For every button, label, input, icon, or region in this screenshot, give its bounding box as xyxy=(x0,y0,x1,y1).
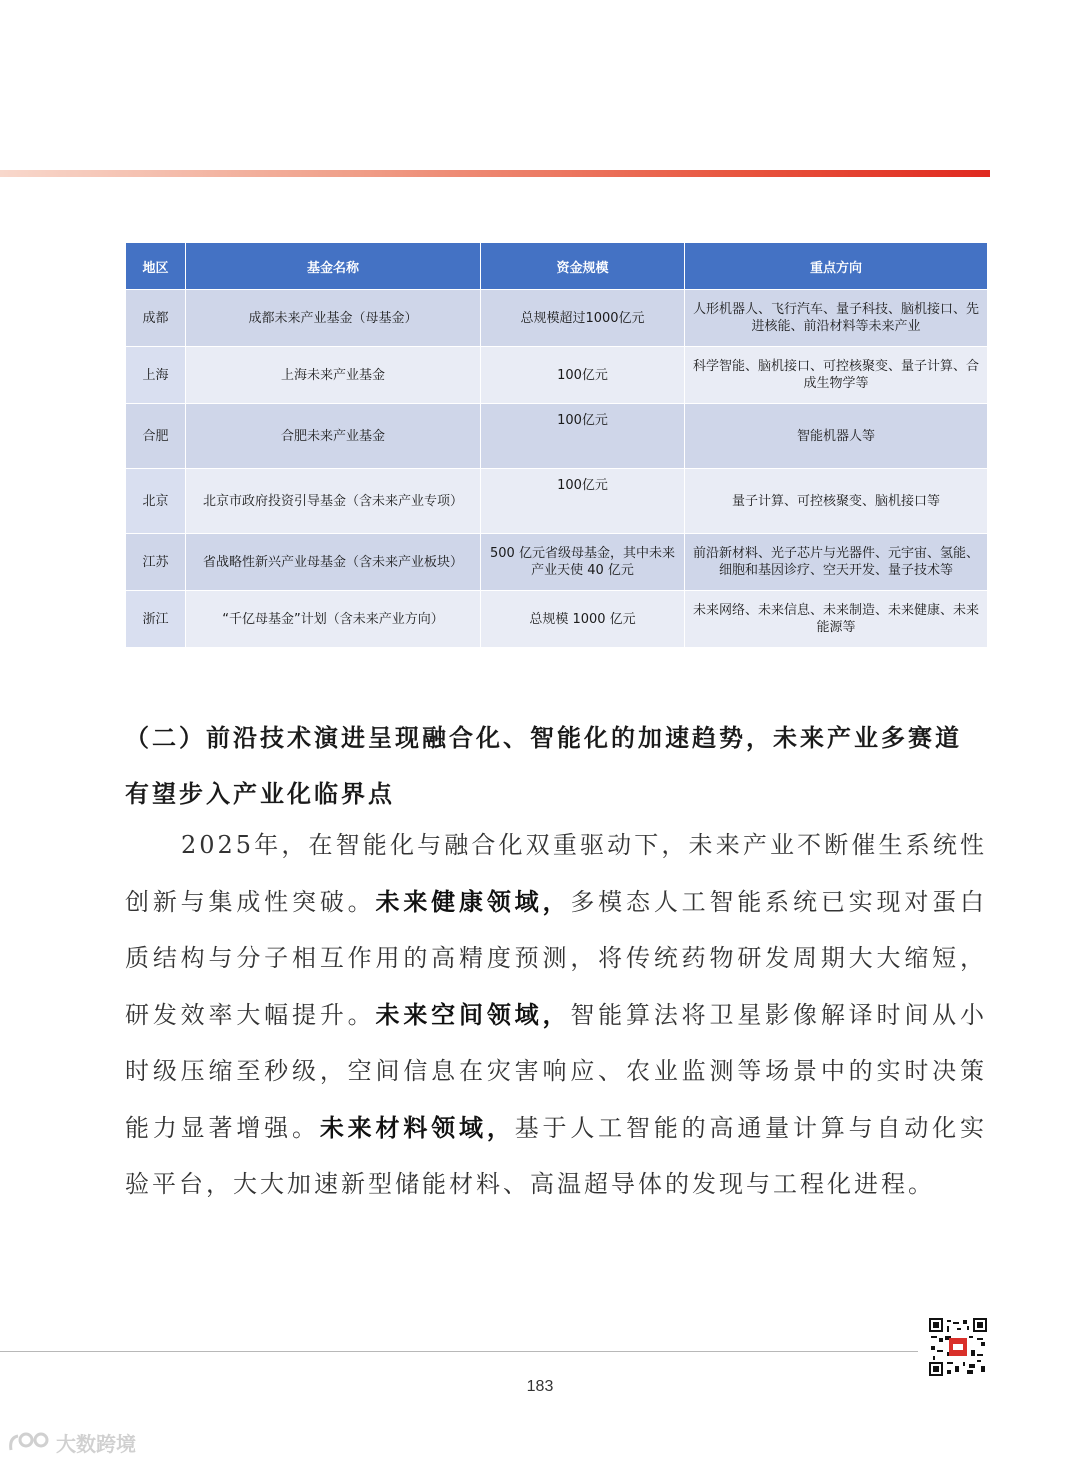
cell-scale: 总规模 1000 亿元 xyxy=(481,591,685,648)
section-heading: （二）前沿技术演进呈现融合化、智能化的加速趋势，未来产业多赛道有望步入产业化临界点 xyxy=(125,723,962,808)
cell-fund: 上海未来产业基金 xyxy=(186,347,481,404)
cell-region: 上海 xyxy=(126,347,186,404)
table-header-row xyxy=(126,243,988,290)
table-row xyxy=(126,469,988,534)
watermark xyxy=(8,1428,136,1457)
table-row xyxy=(126,591,988,648)
para-text: 基于人工智能的高通量计算与自动化实验平台，大大加速新型储能材料、高温超导体的发现与工程化进程。 xyxy=(125,1113,988,1198)
cell-region: 成都 xyxy=(126,290,186,347)
para-bold-health: 未来健康领域， xyxy=(375,886,571,916)
top-accent-rule xyxy=(0,170,990,177)
header-fund-scale: 资金规模 xyxy=(481,243,685,290)
table-row xyxy=(126,347,988,404)
header-region: 地区 xyxy=(126,243,186,290)
cell-fund: 合肥未来产业基金 xyxy=(186,404,481,469)
cell-fund: 省战略性新兴产业母基金（含未来产业板块） xyxy=(186,534,481,591)
qr-code-icon xyxy=(929,1318,987,1376)
cell-focus: 人形机器人、飞行汽车、量子科技、脑机接口、先进核能、前沿材料等未来产业 xyxy=(685,290,988,347)
para-text: 多模态人工智能系统已实现对蛋白质结构与分子相互作用的高精度预测，将传统药物研发周期大大缩短，研发效率大幅提升。 xyxy=(125,887,988,1029)
table-row xyxy=(126,404,988,469)
cell-region: 浙江 xyxy=(126,591,186,648)
page-number: 183 xyxy=(526,1378,554,1395)
cell-region: 江苏 xyxy=(126,534,186,591)
para-text: 2025年，在智能化与融合化双重驱动下，未来产业不断催生系统性创新与集成性突破。 xyxy=(125,831,987,916)
para-text: 智能算法将卫星影像解译时间从小时级压缩至秒级，空间信息在灾害响应、农业监测等场景中的实时决策能力显著增强。 xyxy=(125,1000,988,1142)
cell-fund: “千亿母基金”计划（含未来产业方向） xyxy=(186,591,481,648)
cell-region: 合肥 xyxy=(126,404,186,469)
header-focus: 重点方向 xyxy=(685,243,988,290)
table-row xyxy=(126,290,988,347)
cell-focus: 智能机器人等 xyxy=(685,404,988,469)
header-fund-name: 基金名称 xyxy=(186,243,481,290)
cell-scale: 总规模超过1000亿元 xyxy=(481,290,685,347)
watermark-text: 大数跨境 xyxy=(56,1432,136,1456)
cell-region: 北京 xyxy=(126,469,186,534)
cell-scale: 500 亿元省级母基金，其中未来产业天使 40 亿元 xyxy=(481,534,685,591)
cell-focus: 未来网络、未来信息、未来制造、未来健康、未来能源等 xyxy=(685,591,988,648)
cell-scale: 100亿元 xyxy=(481,469,685,534)
watermark-logo-icon xyxy=(8,1430,52,1456)
cell-fund: 北京市政府投资引导基金（含未来产业专项） xyxy=(186,469,481,534)
para-bold-space: 未来空间领域， xyxy=(375,999,571,1029)
cell-focus: 前沿新材料、光子芯片与光器件、元宇宙、氢能、细胞和基因诊疗、空天开发、量子技术等 xyxy=(685,534,988,591)
cell-scale: 100亿元 xyxy=(481,404,685,469)
footer-rule xyxy=(0,1351,918,1352)
cell-focus: 科学智能、脑机接口、可控核聚变、量子计算、合成生物学等 xyxy=(685,347,988,404)
cell-fund: 成都未来产业基金（母基金） xyxy=(186,290,481,347)
fund-table xyxy=(125,242,988,648)
body-paragraph xyxy=(125,817,987,1213)
para-bold-materials: 未来材料领域， xyxy=(319,1112,515,1142)
table-row xyxy=(126,534,988,591)
cell-focus: 量子计算、可控核聚变、脑机接口等 xyxy=(685,469,988,534)
cell-scale: 100亿元 xyxy=(481,347,685,404)
